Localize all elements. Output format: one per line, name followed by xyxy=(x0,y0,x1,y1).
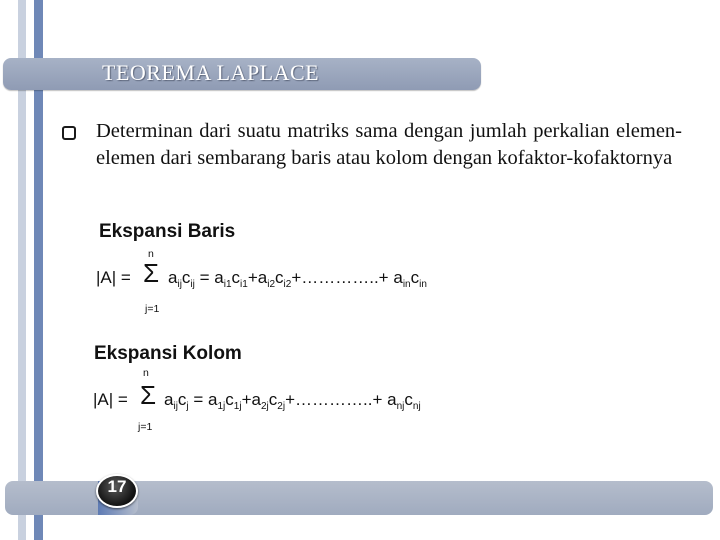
row-formula: $a_{ij}c_{ij}$ = $a_{i1}c_{i1}+a_{i2}c_{i2}+\dots\dots\dots\dots..+ a_{in}c_{in}$ xyxy=(168,268,427,290)
page-number: 17 xyxy=(107,477,127,496)
row-lower-limit: j=1 xyxy=(145,303,160,315)
row-expansion-heading: Ekspansi Baris xyxy=(99,221,236,242)
checkbox-bullet-icon xyxy=(62,126,76,140)
row-upper-limit: n xyxy=(148,248,154,260)
col-sigma: Σ xyxy=(140,380,157,410)
col-formula: $a_{ij}c_j$ = $a_{1j}c_{1j}+a_{2j}c_{2j}+\dots\dots\dots\dots..+ a_{nj}c_{nj}$ xyxy=(164,390,421,412)
bullet-text: Determinan dari suatu matriks sama dengan jumlah perkalian elemen-elemen dari sembarang baris atau kolom dengan kofaktor-kofaktornya xyxy=(96,120,682,169)
row-sigma: Σ xyxy=(143,258,160,288)
col-lower-limit: j=1 xyxy=(138,421,153,433)
col-lhs: |A| = xyxy=(93,390,128,409)
column-expansion-heading: Ekspansi Kolom xyxy=(94,343,242,364)
col-upper-limit: n xyxy=(143,367,149,379)
slide-title: TEOREMA LAPLACE xyxy=(102,60,320,85)
row-lhs: |A| = xyxy=(96,268,131,287)
